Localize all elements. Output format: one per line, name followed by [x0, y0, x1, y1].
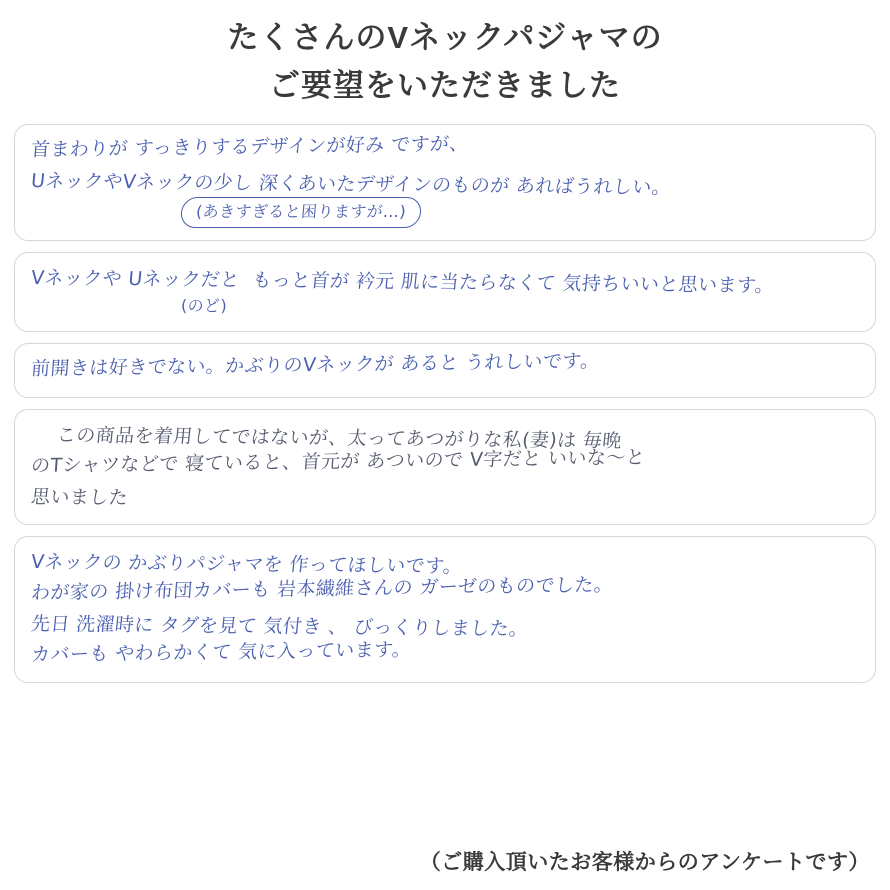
testimonial-card-4 — [14, 409, 876, 525]
testimonial-2-line-1: Vネックや Uネックだと もっと首が 衿元 肌に当たらなくて 気持ちいいと思います。 — [29, 266, 776, 297]
testimonial-1-line-1: 首まわりが すっきりするデザインが好み ですが、 — [30, 132, 470, 162]
testimonial-2-annotation: (のど) — [181, 296, 228, 316]
testimonial-4-line-2: のTシャツなどで 寝ていると、首元が あついので V字だと いいな〜と — [30, 446, 646, 477]
testimonial-1-line-2: UネックやVネックの少し 深くあいたデザインのものが あればうれしい。 — [29, 169, 673, 199]
testimonial-card-5 — [14, 536, 876, 683]
testimonial-3-line-1: 前開きは好きでない。かぶりのVネックが あると うれしいです。 — [30, 350, 601, 381]
page-title-line-2: ご要望をいただきました — [269, 68, 621, 104]
testimonial-5-line-1: Vネックの かぶりパジャマを 作ってほしいです。 — [29, 551, 464, 578]
footer-caption: （ご購入頂いたお客様からのアンケートです） — [419, 851, 870, 874]
testimonial-card-3 — [14, 343, 876, 398]
testimonial-5-line-3: 先日 洗濯時に タグを見て 気付き 、 びっくりしました。 — [29, 612, 530, 641]
testimonial-5-line-4: カバーも やわらかくて 気に入っています。 — [30, 638, 413, 666]
testimonial-4-line-3: 思いました — [29, 485, 130, 509]
testimonial-card-1 — [14, 124, 876, 240]
testimonial-list — [14, 124, 876, 683]
testimonial-card-2 — [14, 252, 876, 333]
testimonial-1-annotation: (あきすぎると困りますが…) — [180, 197, 423, 228]
page-title — [0, 0, 890, 110]
testimonial-5-line-2: わが家の 掛け布団カバーも 岩本繊維さんの ガーゼのものでした。 — [30, 573, 615, 605]
testimonial-4-line-1: この商品を着用してではないが、太ってあつがりな私(妻)は 毎晩 — [55, 424, 623, 453]
page-title-line-1: たくさんのVネックパジャマの — [227, 20, 663, 55]
